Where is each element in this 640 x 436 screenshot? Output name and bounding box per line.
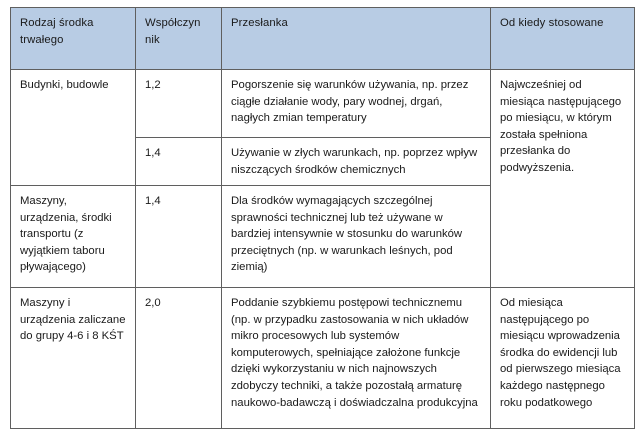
cell-coefficient-2-0: 2,0	[136, 288, 222, 429]
cell-reason-buildings-2: Używanie w złych warunkach, np. poprzez wpływ niszczących środków chemicznych	[222, 138, 491, 186]
cell-kind-buildings: Budynki, budowle	[11, 70, 136, 186]
cell-kind-machines-groups: Maszyny i urządzenia zaliczane do grupy 4-6 i 8 KŚT	[11, 288, 136, 429]
column-header-reason: Przesłanka	[222, 8, 491, 70]
cell-reason-technical-progress: Poddanie szybkiemu postępowi technicznemu (np. w przypadku zastosowania w nich układów mikro procesowych lub systemów komputerowych, spełniające założone funkcje dzięki wykorzystaniu w nich najnowszych zdobyczy techniki, a także pozostałą armaturę naukowo-badawczą i doświadczalna produkcyjna	[222, 288, 491, 429]
column-header-since: Od kiedy stosowane	[491, 8, 635, 70]
cell-coefficient-1-2: 1,2	[136, 70, 222, 138]
cell-reason-buildings-1: Pogorszenie się warunków używania, np. przez ciągłe działanie wody, pary wodnej, drgań, nagłych zmian temperatury	[222, 70, 491, 138]
cell-since-earliest: Najwcześniej od miesiąca następującego po miesiącu, w którym została spełniona przesłanka do podwyższenia.	[491, 70, 635, 288]
column-header-coefficient: Współczyn nik	[136, 8, 222, 70]
cell-coefficient-1-4-a: 1,4	[136, 138, 222, 186]
cell-coefficient-1-4-b: 1,4	[136, 186, 222, 288]
cell-since-month-following: Od miesiąca następującego po miesiącu wprowadzenia środka do ewidencji lub od pierwszego miesiąca każdego następnego roku podatkowego	[491, 288, 635, 429]
depreciation-coefficients-table	[10, 7, 635, 429]
table-row	[11, 70, 635, 138]
table-row	[11, 288, 635, 429]
table-body	[11, 70, 635, 429]
cell-kind-machines-transport: Maszyny, urządzenia, środki transportu (z wyjątkiem taboru pływającego)	[11, 186, 136, 288]
cell-reason-machines-transport: Dla środków wymagających szczególnej sprawności technicznej lub też używane w bardziej intensywnie w stosunku do warunków przeciętnych (np. w warunkach leśnych, pod ziemią)	[222, 186, 491, 288]
table-header	[11, 8, 635, 70]
column-header-kind: Rodzaj środka trwałego	[11, 8, 136, 70]
table-header-row	[11, 8, 635, 70]
